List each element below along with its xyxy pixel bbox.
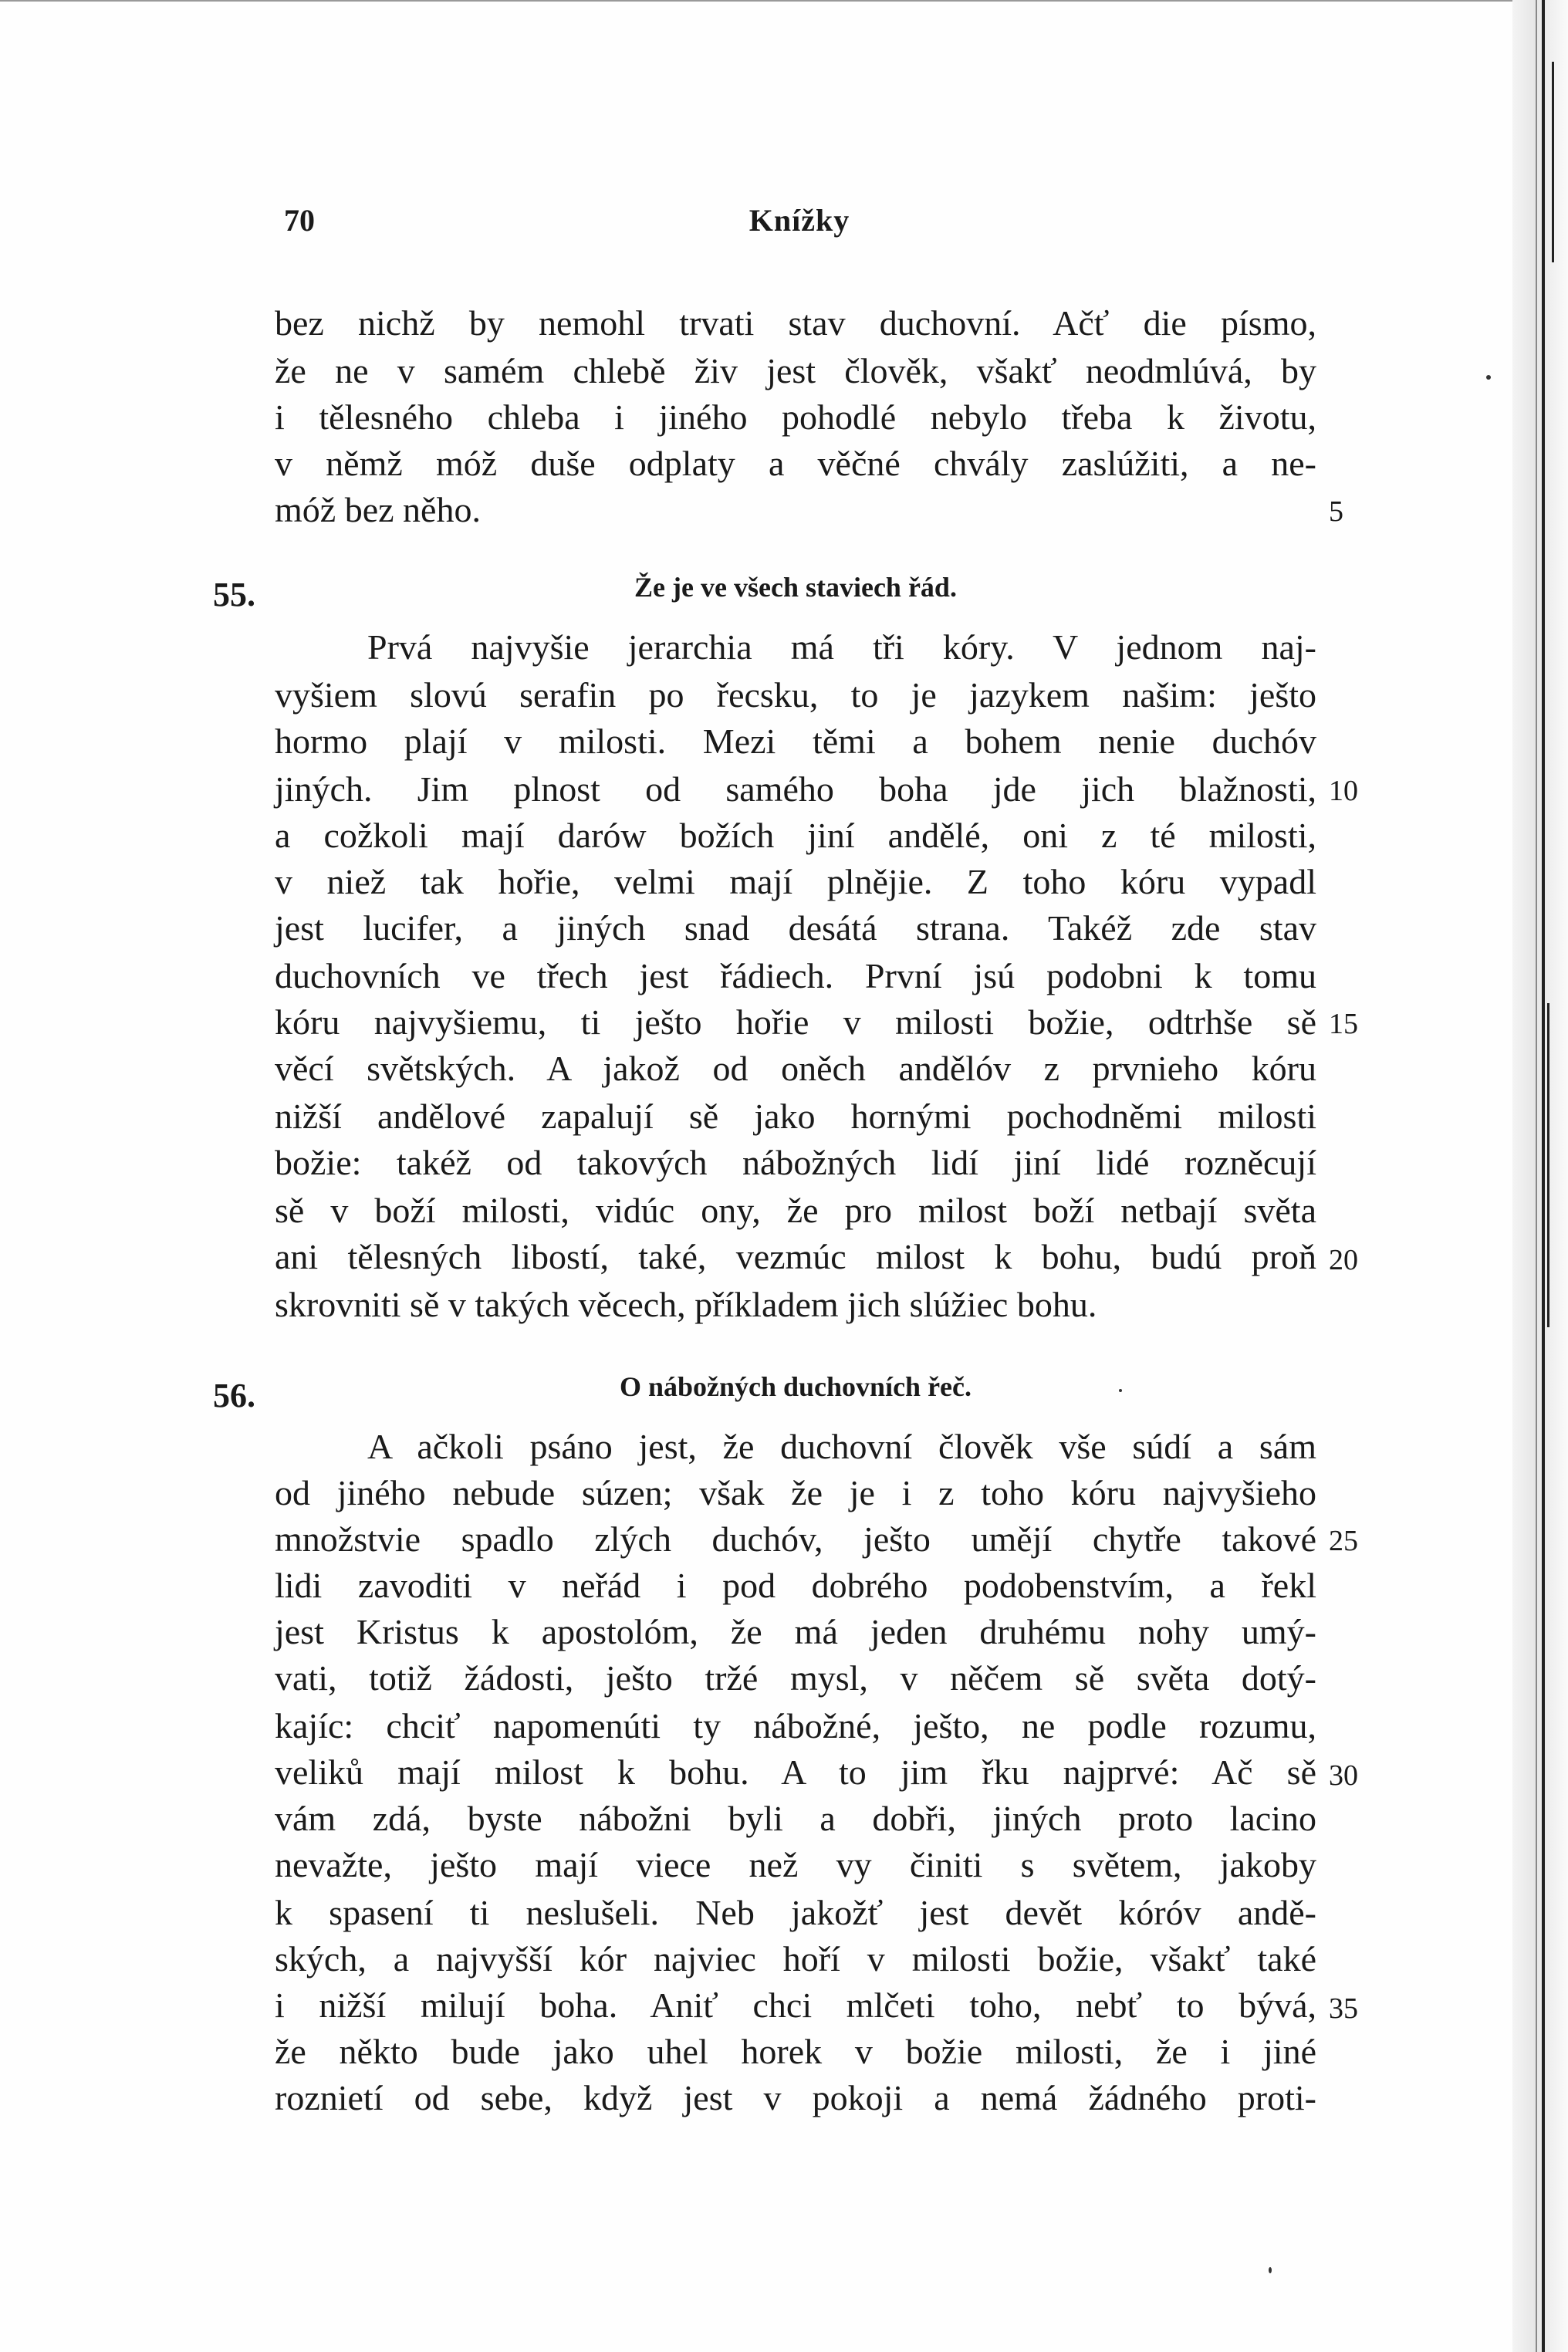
running-title: Knížky <box>749 203 850 238</box>
text-line: A ačkoli psáno jest, že duchovní člověk vše súdí a sám <box>367 1427 1316 1466</box>
line-number: 10 <box>1329 775 1358 807</box>
section-heading: O nábožných duchovních řeč. <box>619 1371 972 1402</box>
scan-edge-line <box>1536 0 1537 2352</box>
text-line: móž bez něho. <box>275 490 481 529</box>
text-line: bez nichž by nemohl trvati stav duchovní. Ačť die písmo, <box>275 303 1316 343</box>
text-line: k spasení ti neslušeli. Neb jakožť jest devět kóróv andě- <box>275 1893 1316 1932</box>
text-line: ani tělesných libostí, také, vezmúc milost k bohu, budú proň <box>275 1237 1316 1276</box>
scan-page-edge <box>1512 0 1568 2352</box>
text-line: božie: takéž od takových nábožných lidí jiní lidé rozněcují <box>275 1143 1316 1182</box>
text-line: kajíc: chciť napomenúti ty nábožné, ješto, ne podle rozumu, <box>275 1706 1316 1745</box>
line-number: 15 <box>1329 1008 1358 1040</box>
text-line: roznietí od sebe, když jest v pokoji a nemá žádného proti- <box>275 2078 1316 2117</box>
scan-edge-line <box>1542 0 1545 2352</box>
line-number: 5 <box>1329 495 1343 528</box>
line-number: 25 <box>1329 1525 1358 1557</box>
section-number: 55. <box>213 576 255 613</box>
text-line: že někto bude jako uhel horek v božie milosti, že i jiné <box>275 2032 1316 2071</box>
text-line: nižší andělové zapalují sě jako hornými pochodněmi milosti <box>275 1097 1316 1136</box>
text-line: že ne v samém chlebě živ jest člověk, všakť neodmlúvá, by <box>275 351 1316 390</box>
text-line: od jiného nebude súzen; však že je i z toho kóru najvyšieho <box>275 1473 1316 1512</box>
text-line: i nižší milují boha. Aniť chci mlčeti toho, nebť to bývá, <box>275 1985 1316 2025</box>
line-number: 35 <box>1329 1992 1358 2025</box>
text-line: věcí světských. A jakož od oněch andělóv z prvnieho kóru <box>275 1049 1316 1088</box>
text-line: vyšiem slovú serafin po řecsku, to je jazykem našim: ješto <box>275 675 1316 715</box>
page-number: 70 <box>284 203 315 238</box>
text-line: kóru najvyšiemu, ti ješto hořie v milosti božie, odtrhše sě <box>275 1002 1316 1042</box>
text-line: a cožkoli mají darów božích jiní andělé, oni z té milosti, <box>275 816 1316 855</box>
text-line: nevažte, ješto mají viece než vy činiti s světem, jakoby <box>275 1845 1316 1884</box>
text-line: i tělesného chleba i jiného pohodlé nebylo třeba k životu, <box>275 397 1316 437</box>
speck <box>1486 375 1491 380</box>
page-header <box>282 202 1316 248</box>
text-line: jiných. Jim plnost od samého boha jde jich blažnosti, <box>275 769 1316 809</box>
scan-edge-line <box>0 0 1512 2</box>
text-line: skrovniti sě v takých věcech, příkladem jich slúžiec bohu. <box>275 1285 1097 1324</box>
text-line: veliků mají milost k bohu. A to jim řku najprvé: Ač sě <box>275 1752 1316 1792</box>
text-line: jest Kristus k apostolóm, že má jeden druhému nohy umý- <box>275 1612 1316 1651</box>
text-line: množstvie spadlo zlých duchóv, ješto umějí chytře takové <box>275 1519 1316 1559</box>
text-line: lidi zavoditi v neřád i pod dobrého podobenstvím, a řekl <box>275 1566 1316 1605</box>
line-number: 20 <box>1329 1244 1358 1276</box>
section-heading: Že je ve všech staviech řád. <box>634 572 957 603</box>
text-line: ských, a najvyšší kór najviec hoří v milosti božie, všakť také <box>275 1939 1316 1979</box>
text-line: sě v boží milosti, vidúc ony, že pro milost boží netbají světa <box>275 1191 1316 1230</box>
text-line: vám zdá, byste nábožni byli a dobři, jiných proto lacino <box>275 1799 1316 1838</box>
text-line: duchovních ve třech jest řádiech. První jsú podobni k tomu <box>275 956 1316 995</box>
line-number: 30 <box>1329 1759 1358 1792</box>
section-number: 56. <box>213 1377 255 1414</box>
text-line: jest lucifer, a jiných snad desátá strana. Takéž zde stav <box>275 908 1316 948</box>
text-line: Prvá najvyšie jerarchia má tři kóry. V jednom naj- <box>367 627 1316 667</box>
text-line: hormo plají v milosti. Mezi těmi a bohem nenie duchóv <box>275 721 1316 761</box>
text-line: vati, totiž žádosti, ješto tržé mysl, v něčem sě světa dotý- <box>275 1658 1316 1698</box>
scan-edge-line <box>1547 1003 1549 1327</box>
scan-edge-line <box>1552 62 1554 262</box>
text-line: v niež tak hořie, velmi mají plnějie. Z toho kóru vypadl <box>275 862 1316 901</box>
speck <box>1269 2267 1272 2273</box>
text-line: v němž móž duše odplaty a věčné chvály zaslúžiti, a ne- <box>275 444 1316 483</box>
